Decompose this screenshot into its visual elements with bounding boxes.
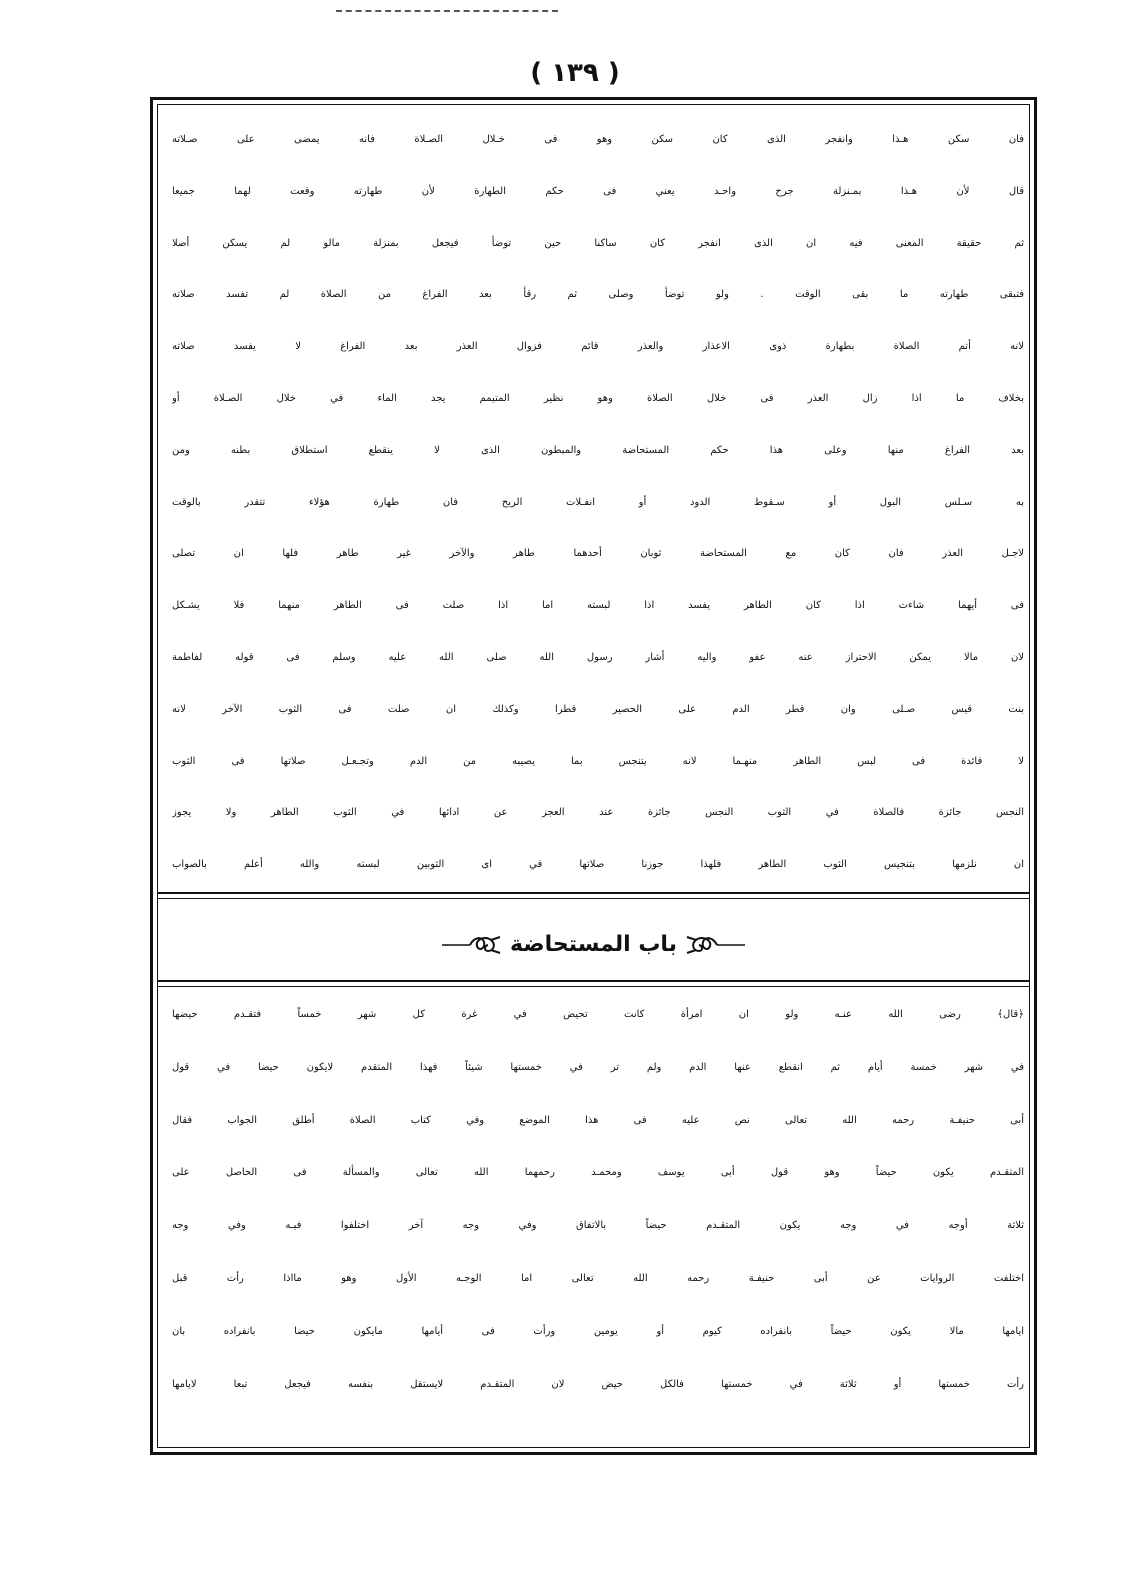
upper-text-line: بنت قيس صـلى وان قطر الدم على الحصير قطرا وكذلك ان صلت فى الثوب الآخر لانه <box>172 703 1024 715</box>
left-floral-ornament-icon <box>440 933 504 957</box>
upper-text-line: ثم حقيقة المعنى فيه ان الذى انفجر كان ساكنا حين توضأ فيجعل بمنزلة مالو لم يسكن أصلا <box>172 237 1024 249</box>
upper-text-line: فتبقى طهارته ما بقى الوقت . ولو توضأ وصلى ثم رقأ بعد الفراغ من الصلاة لم تفسد صلاته <box>172 289 1024 301</box>
page-number: ( ١٣٩ ) <box>530 58 620 88</box>
section-divider-bottom <box>158 980 1029 987</box>
lower-text-line: اختلفت الروايات عن أبى حنيفـة رحمه الله تعالى اما الوجـه الأول وهو مااذا رأت قبل <box>172 1272 1024 1284</box>
upper-text-line: لا فائدة فى لبس الطاهر منهـما لانه يتنجس بما يصيبه من الدم وتجـعـل صلاتها فى الثوب <box>172 755 1024 767</box>
upper-text-line: بخلاف ما اذا زال العذر فى خلال الصلاة وهو نظير المتيمم يجد الماء في خلال الصـلاة أو <box>172 392 1024 404</box>
upper-text-line: النجس جائزة فالصلاة في الثوب النجس جائزة عند العجز عن ادائها في الثوب الطاهر ولا يجوز <box>172 807 1024 819</box>
upper-text-line: فى أيهما شاءت اذا كان الطاهر يفسد اذا لبسته اما اذا صلت فى الطاهر منهما فلا يشـكل <box>172 600 1024 612</box>
upper-text-line: بعد الفراغ منها وعلى هذا حكم المستحاضة والمبطون الذى لا ينقطع استطلاق بطنه ومن <box>172 444 1024 456</box>
lower-text-line: ثلاثة أوجه في وجه يكون المتقـدم حيضاً بالاتفاق وفي وجه آخر اختلفوا فيـه وفي وجه <box>172 1220 1024 1232</box>
right-floral-ornament-icon <box>683 933 747 957</box>
upper-text-line: قال لأن هـذا بمـنزلة جرح واحـد يعني فى حكم الطهارة لأن طهارته وقعت لهما جميعا <box>172 185 1024 197</box>
upper-text-line: لانه أتم الصلاة بطهارة ذوى الاعذار والعذر قائم فزوال العذر بعد الفراغ لا يفسد صلاته <box>172 341 1024 353</box>
lower-text-line: أبى حنيفـة رحمه الله تعالى نص عليه فى هذا الموضع وفي كتاب الصلاة أطلق الجواب فقال <box>172 1114 1024 1126</box>
lower-text-line: ﴿قال﴾ رضى الله عنـه ولو ان امرأة كانت تحيض في غرة كل شهر خمساً فتقـدم حيضها <box>172 1009 1024 1020</box>
section-divider-top <box>158 892 1029 899</box>
upper-text-line: لاجـل العذر فان كان مع المستحاضة ثوبان أحدهما طاهر والآخر غير طاهر فلها ان تصلى <box>172 548 1024 560</box>
lower-text-line: في شهر خمسة أيام ثم انقطع عنها الدم ولم تر في خمستها شيئاً فهذا المتقدم لايكون حيضا في قول <box>172 1061 1024 1073</box>
lower-text-line: رأت خمستها أو ثلاثة في خمستها فالكل حيض لان المتقـدم لايستقل بنفسه فيجعل تبعا لايامها <box>172 1378 1024 1390</box>
upper-text-line: ان نلزمها بتنجيس الثوب الطاهر فلهذا جوزنا صلاتها في اى الثوبين لبسته والله أعلم بالصواب <box>172 859 1024 871</box>
upper-text-block <box>172 114 1024 891</box>
top-rule <box>336 10 558 12</box>
upper-text-line: لان مالا يمكن الاحتراز عنه عفو واليه أشار رسول الله صلى الله عليه وسلم فى قوله لفاطمة <box>172 651 1024 663</box>
section-heading-title: باب المستحاضة <box>510 932 677 957</box>
upper-text-line: به سـلس البول أو سـقوط الدود أو انفـلات الريح فان طهارة هؤلاء تتقدر بالوقت <box>172 496 1024 508</box>
section-heading <box>158 926 1029 964</box>
lower-text-line: المتقـدم يكون حيضاً وهو قول أبى يوسف ومحمـد رحمهما الله تعالى والمسألة فى الحاصل على <box>172 1167 1024 1179</box>
lower-text-block <box>172 989 1024 1411</box>
lower-text-line: ايامها مالا يكون حيضاً بانفراده كيوم أو يومين ورأت فى أيامها مايكون حيضا بانفراده بان <box>172 1325 1024 1337</box>
upper-text-line: فان سكن هـذا وانفجر الذى كان سكن وهو فى خـلال الصـلاة فانه يمضى على صـلاته <box>172 134 1024 145</box>
